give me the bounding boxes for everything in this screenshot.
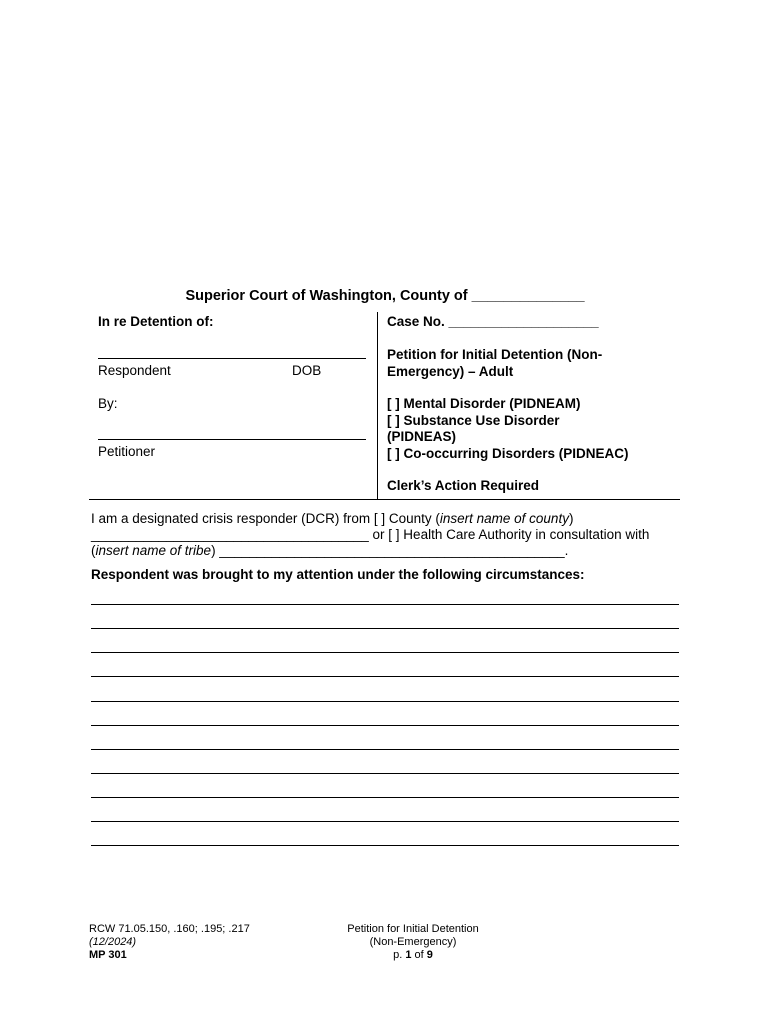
writing-line	[91, 652, 679, 653]
circumstances-heading: Respondent was brought to my attention under the following circumstances:	[91, 567, 585, 582]
writing-line	[91, 845, 679, 846]
footer-left	[89, 923, 250, 962]
writing-line	[91, 725, 679, 726]
document-title-line2: Emergency) – Adult	[387, 363, 514, 379]
option-substance-use-code: (PIDNEAS)	[387, 429, 457, 444]
dcr-text-b: )	[568, 511, 574, 526]
writing-line	[91, 749, 679, 750]
tribe-open-paren: (	[91, 543, 96, 558]
footer-form-id: MP 301	[89, 949, 127, 961]
respondent-signature-line	[98, 358, 366, 359]
dob-label: DOB	[292, 363, 322, 378]
clerk-action-required: Clerk’s Action Required	[387, 478, 540, 493]
page-number: p. 1 of 9	[393, 949, 433, 961]
writing-line	[91, 604, 679, 605]
caption-divider	[377, 312, 378, 499]
dcr-statement-line3	[91, 543, 568, 560]
writing-line	[91, 701, 679, 702]
writing-line	[91, 821, 679, 822]
tribe-blank: ) ______________________________________________.	[211, 543, 569, 558]
footer-title-line1: Petition for Initial Detention	[347, 923, 479, 935]
caption-bottom-rule	[89, 499, 680, 500]
writing-line	[91, 676, 679, 677]
writing-line	[91, 773, 679, 774]
option-substance-use: [ ] Substance Use Disorder	[387, 412, 560, 428]
footer-center	[313, 923, 513, 962]
dcr-text-a: I am a designated crisis responder (DCR) from [ ] County (	[91, 511, 440, 526]
dcr-statement-line2: _____________________________________ or [ ] Health Care Authority in consultation with	[91, 527, 650, 542]
dcr-statement-line1	[91, 511, 573, 528]
footer-title-line2: (Non-Emergency)	[369, 936, 457, 948]
option-co-occurring: [ ] Co-occurring Disorders (PIDNEAC)	[387, 445, 629, 461]
writing-line	[91, 797, 679, 798]
footer-revision: (12/2024)	[89, 936, 137, 948]
page-current: 1	[405, 949, 412, 961]
document-title-line1: Petition for Initial Detention (Non-	[387, 347, 603, 362]
footer-rcw: RCW 71.05.150, .160; .195; .217	[89, 923, 250, 935]
writing-line	[91, 628, 679, 629]
respondent-label: Respondent	[98, 363, 171, 378]
county-hint: insert name of county	[439, 511, 569, 526]
disorder-options	[387, 396, 629, 462]
page-total: 9	[426, 949, 433, 961]
document-title	[387, 347, 602, 380]
tribe-hint: insert name of tribe	[95, 543, 212, 558]
petitioner-signature-line	[98, 439, 366, 440]
in-re-label: In re Detention of:	[98, 314, 214, 329]
case-number: Case No. ____________________	[387, 314, 599, 329]
court-title: Superior Court of Washington, County of ______________	[185, 288, 585, 304]
petitioner-label: Petitioner	[98, 444, 156, 459]
option-mental-disorder: [ ] Mental Disorder (PIDNEAM)	[387, 396, 581, 411]
by-label: By:	[98, 396, 118, 411]
